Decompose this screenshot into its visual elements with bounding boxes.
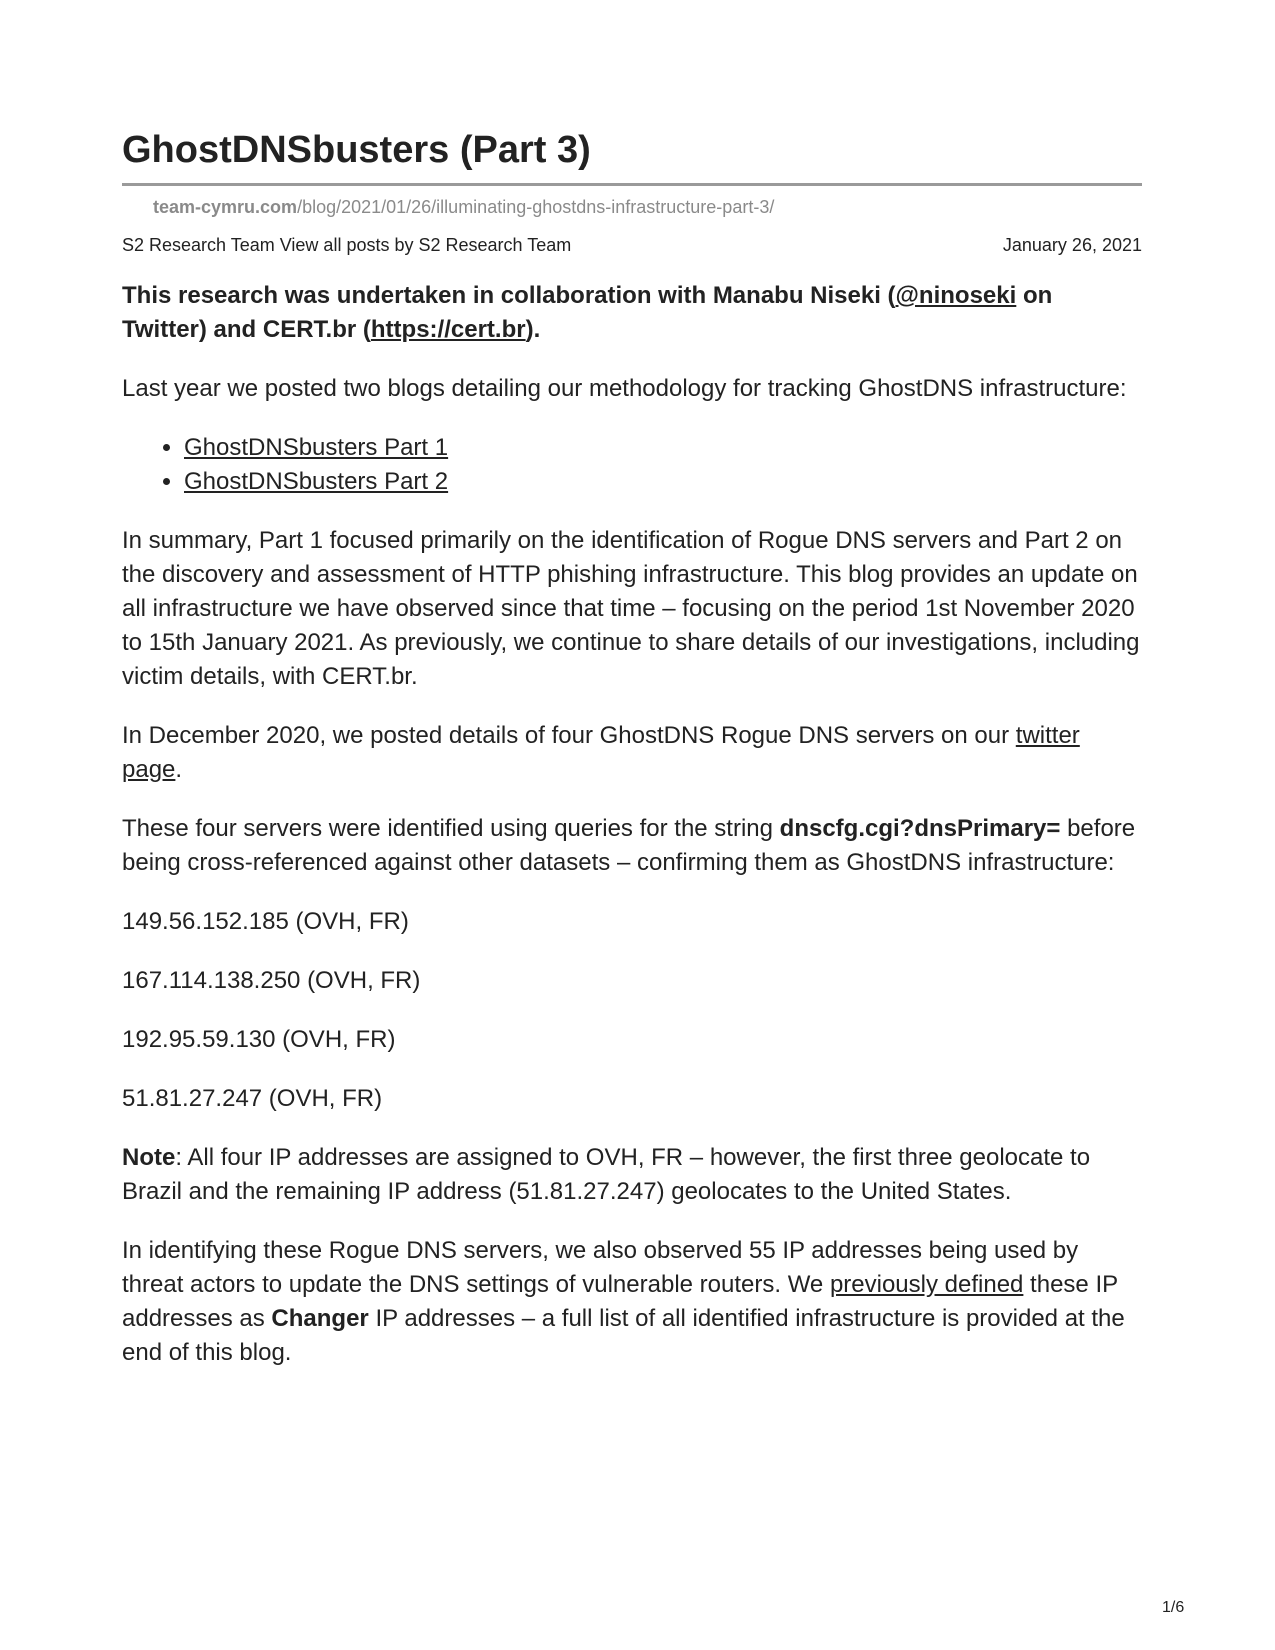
paragraph-text: These four servers were identified using queries for the string (122, 815, 780, 842)
source-url[interactable] (153, 196, 774, 218)
paragraph (122, 1234, 1142, 1370)
article-body (122, 279, 1142, 1395)
paragraph: Last year we posted two blogs detailing our methodology for tracking GhostDNS infrastructure: (122, 375, 1127, 402)
intro-paragraph (122, 279, 1142, 347)
url-path: /blog/2021/01/26/illuminating-ghostdns-infrastructure-part-3/ (297, 197, 775, 217)
changer-term: Changer (271, 1305, 369, 1332)
paragraph-text: In December 2020, we posted details of four GhostDNS Rogue DNS servers on our (122, 722, 1016, 749)
twitter-page-link[interactable]: twitter page (122, 722, 1080, 783)
part1-link[interactable]: GhostDNSbusters Part 1 (184, 434, 449, 461)
list-item (184, 431, 1142, 465)
url-host: team-cymru.com (153, 197, 298, 217)
note-label: Note (122, 1144, 176, 1171)
intro-text: ). (525, 316, 541, 343)
ip-entry: 51.81.27.247 (OVH, FR) (122, 1085, 383, 1112)
intro-text: on Twitter) and CERT.br ( (122, 282, 1053, 343)
paragraph-text: In identifying these Rogue DNS servers, we also observed 55 IP addresses being used by threat actors to update the DNS settings of vulnerable routers. We (122, 1237, 1079, 1298)
note-paragraph (122, 1141, 1142, 1209)
paragraph-text: before being cross-referenced against other datasets – confirming them as GhostDNS infrastructure: (122, 815, 1136, 876)
list-item (184, 465, 1142, 499)
paragraph (122, 719, 1142, 787)
ip-entry: 149.56.152.185 (OVH, FR) (122, 908, 409, 935)
blog-links-list (122, 431, 1142, 499)
ninoseki-link[interactable]: @ninoseki (895, 282, 1017, 309)
paragraph-text: these IP addresses as (122, 1271, 1118, 1332)
previously-defined-link[interactable]: previously defined (829, 1271, 1024, 1298)
post-date: January 26, 2021 (1002, 235, 1142, 255)
paragraph-text: IP addresses – a full list of all identified infrastructure is provided at the end of this blog. (122, 1305, 1125, 1366)
ip-entry: 192.95.59.130 (OVH, FR) (122, 1026, 396, 1053)
post-meta (122, 234, 1142, 256)
paragraph: In summary, Part 1 focused primarily on the identification of Rogue DNS servers and Part 2 on the discovery and assessment of HTTP phishing infrastructure. This blog provides an update on all infrastructure we have observed since that time – focusing on the period 1st November 2020 to 15th January 2021. As previously, we continue to share details of our investigations, including victim details, with CERT.br. (122, 527, 1140, 690)
ip-entry: 167.114.138.250 (OVH, FR) (122, 967, 421, 994)
cert-br-link[interactable]: https://cert.br (370, 316, 526, 343)
title-divider (122, 183, 1142, 186)
page-title: GhostDNSbusters (Part 3) (122, 129, 591, 171)
query-string: dnscfg.cgi?dnsPrimary= (779, 815, 1061, 842)
paragraph (122, 812, 1142, 880)
page-number: 1/6 (1162, 1599, 1185, 1616)
part2-link[interactable]: GhostDNSbusters Part 2 (184, 468, 449, 495)
paragraph-text: . (175, 756, 183, 783)
note-text: : All four IP addresses are assigned to OVH, FR – however, the first three geolocate to Brazil and the remaining IP address (51.81.27.247) geolocates to the United States. (122, 1144, 1091, 1205)
intro-text: This research was undertaken in collaboration with Manabu Niseki ( (122, 282, 896, 309)
author-line: S2 Research Team View all posts by S2 Research Team (122, 235, 572, 255)
